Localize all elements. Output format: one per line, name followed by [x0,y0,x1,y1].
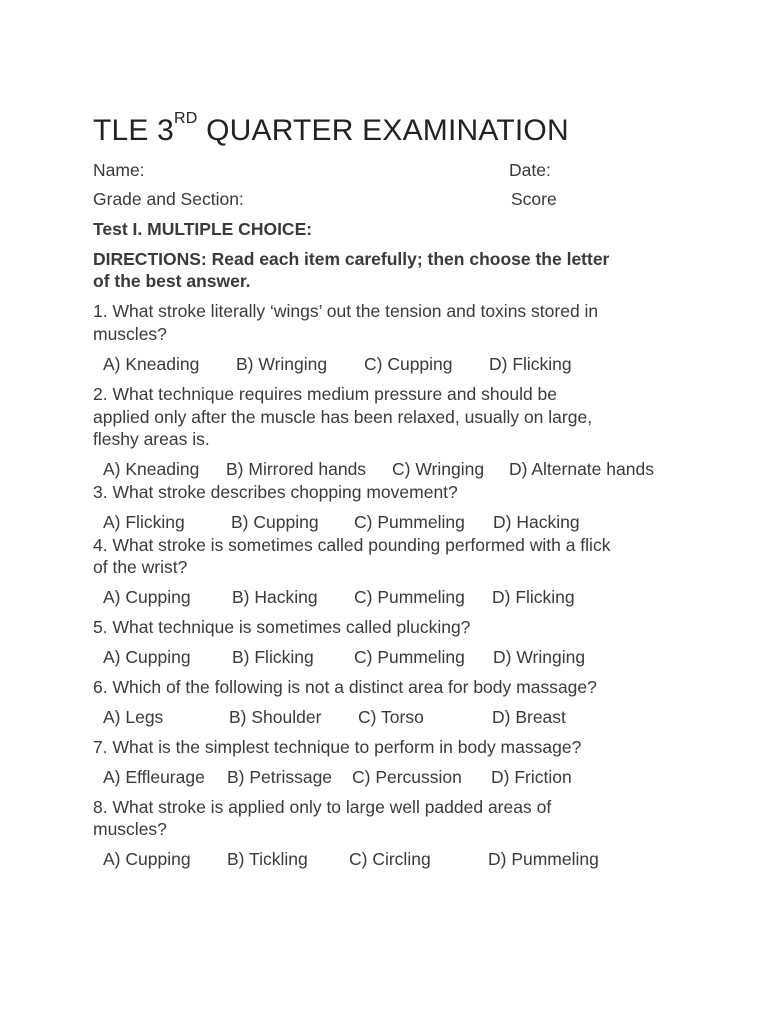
directions-line-1: DIRECTIONS: Read each item carefully; then choose the letter [93,249,610,269]
question-3-option-a: A) Flicking [103,512,185,532]
question-6-option-c: C) Torso [358,707,424,727]
question-5-option-d: D) Wringing [493,647,586,667]
question-3-option-b: B) Cupping [231,512,319,532]
grade-section-label: Grade and Section: [93,189,244,209]
page-title [93,110,569,148]
question-8-line-2: muscles? [93,819,167,839]
question-4-option-b: B) Hacking [232,587,318,607]
question-2-line-2: applied only after the muscle has been relaxed, usually on large, [93,407,593,427]
question-8-option-d: D) Pummeling [488,849,599,869]
question-5-option-c: C) Pummeling [354,647,465,667]
question-7-option-a: A) Effleurage [103,767,205,787]
question-8-option-c: C) Circling [349,849,431,869]
question-6-option-b: B) Shoulder [229,707,322,727]
question-6-line-1: 6. Which of the following is not a distinct area for body massage? [93,677,597,697]
question-1-option-d: D) Flicking [489,354,572,374]
date-label: Date: [509,160,551,180]
question-1-line-2: muscles? [93,324,167,344]
question-4-line-1: 4. What stroke is sometimes called pounding performed with a flick [93,535,611,555]
question-5-option-a: A) Cupping [103,647,191,667]
question-8-option-a: A) Cupping [103,849,191,869]
test-heading: Test I. MULTIPLE CHOICE: [93,219,313,239]
name-label: Name: [93,160,145,180]
question-4-line-2: of the wrist? [93,557,188,577]
question-1-option-c: C) Cupping [364,354,453,374]
question-5-line-1: 5. What technique is sometimes called plucking? [93,617,471,637]
question-7-line-1: 7. What is the simplest technique to perform in body massage? [93,737,582,757]
question-2-line-3: fleshy areas is. [93,429,210,449]
question-7-option-d: D) Friction [491,767,572,787]
title-rest: QUARTER EXAMINATION [197,114,569,147]
question-8-line-1: 8. What stroke is applied only to large well padded areas of [93,797,552,817]
score-label: Score [511,189,557,209]
question-1-line-1: 1. What stroke literally ‘wings’ out the tension and toxins stored in [93,301,599,321]
question-2-option-d: D) Alternate hands [509,459,654,479]
question-3-line-1: 3. What stroke describes chopping movement? [93,482,458,502]
directions-line-2: of the best answer. [93,271,251,291]
question-1-option-b: B) Wringing [236,354,328,374]
question-2-option-c: C) Wringing [392,459,485,479]
question-6-option-d: D) Breast [492,707,566,727]
question-2-option-a: A) Kneading [103,459,200,479]
question-4-option-c: C) Pummeling [354,587,465,607]
title-main: TLE 3 [93,114,175,147]
question-3-option-d: D) Hacking [493,512,580,532]
question-7-option-c: C) Percussion [352,767,462,787]
title-superscript: RD [174,110,198,127]
question-3-option-c: C) Pummeling [354,512,465,532]
question-4-option-a: A) Cupping [103,587,191,607]
question-6-option-a: A) Legs [103,707,164,727]
question-7-option-b: B) Petrissage [227,767,333,787]
question-5-option-b: B) Flicking [232,647,314,667]
question-2-line-1: 2. What technique requires medium pressure and should be [93,384,558,404]
question-1-option-a: A) Kneading [103,354,200,374]
question-4-option-d: D) Flicking [492,587,575,607]
question-8-option-b: B) Tickling [227,849,308,869]
question-2-option-b: B) Mirrored hands [226,459,367,479]
